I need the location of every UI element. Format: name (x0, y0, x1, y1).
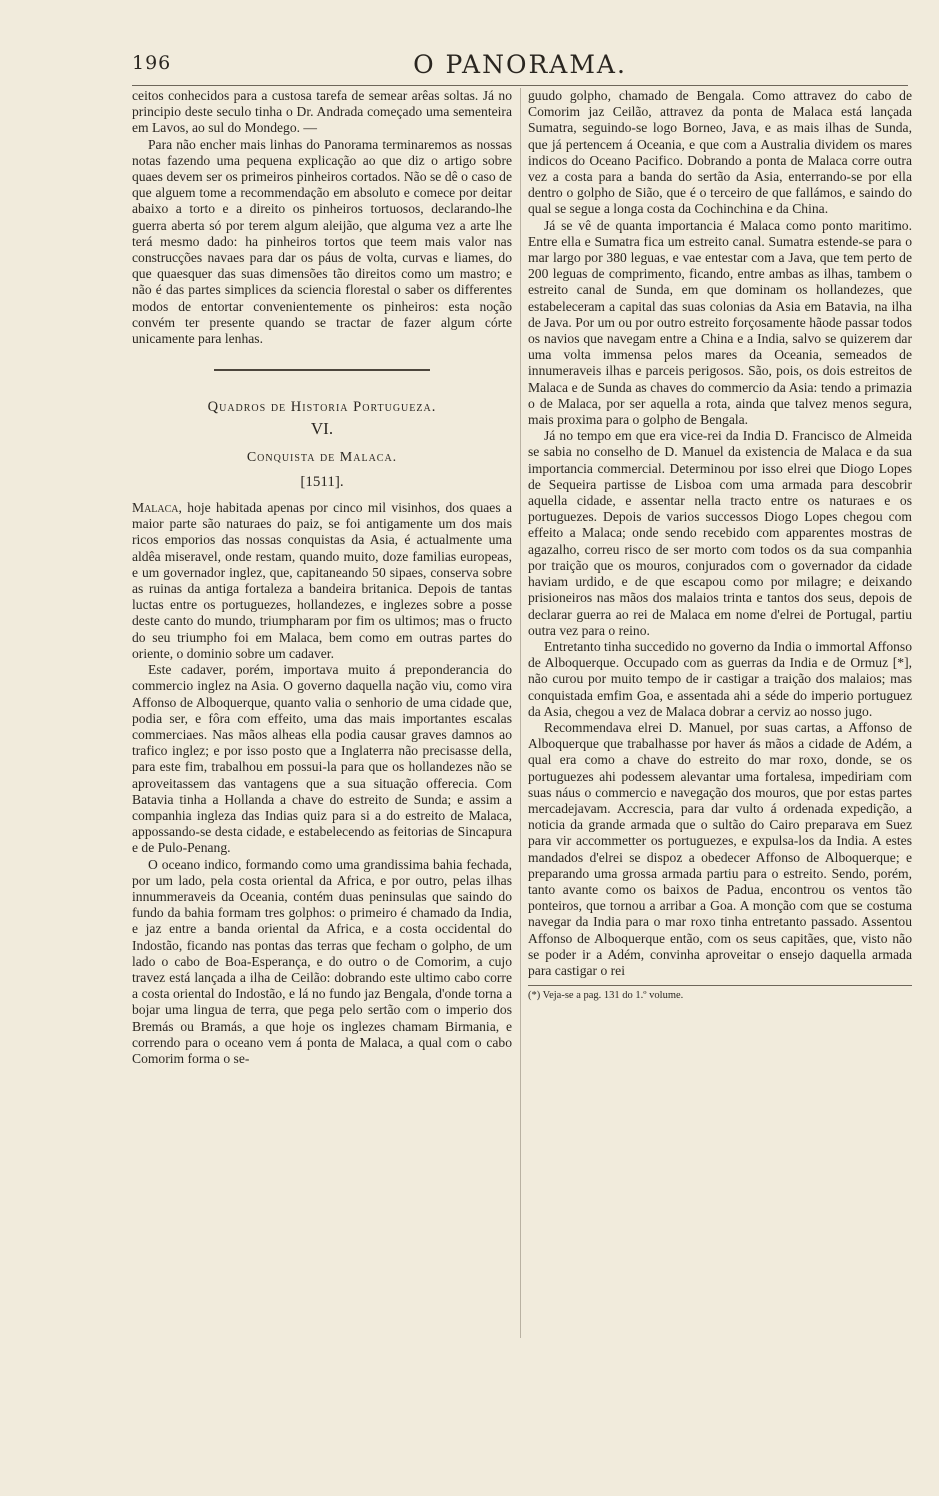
right-paragraph-3: Já no tempo em que era vice-rei da India D. Francisco de Almeida se sabia no conselho de D. Manuel da existencia de Malaca e da sua importancia commercial. Determinou por isso elrei que Diogo Lopes de Sequeira partisse de Lisboa com uma armada para descobrir aquella cidade, e assentar nella tracto entre os naturaes e os portuguezes. Depois de varios successos Diogo Lopes chegou com effeito a Malaca; onde sendo recebido com apparentes mostras de agazalho, correu risco de ser morto com todos os da sua companhia por traição que os mouros, conjurados com o governador da cidade haviam urdido, e de que escapou como por milagre; e deixando prisioneiros nas mãos dos malaios trinta e tantos dos seus, depois de declarar guerra ao rei de Malaca em nome d'elrei de Portugal, partiu outra vez para o reino. (528, 428, 912, 638)
left-column (132, 88, 512, 1067)
journal-title: O PANORAMA. (413, 50, 627, 79)
lead-word: Malaca, (132, 500, 182, 516)
section-number: VI. (310, 419, 334, 439)
section-divider (214, 369, 430, 371)
section-paragraph-1 (132, 500, 512, 662)
page-number: 196 (132, 52, 172, 74)
section-subtitle: Conquista de Malaca. (246, 449, 398, 465)
section-paragraph-2: Este cadaver, porém, importava muito á preponderancia do commercio inglez na Asia. O governo daquella nação viu, como vira Affonso de Alboquerque, quanto valia o senhorio de uma cidade que, podia ser, e fôra com effeito, uma das mais importantes escalas commerciaes. Nas mãos alheas ella podia causar graves damnos ao trafico inglez; e por isso posto que a Inglaterra não precisasse della, para este fim, trabalhou em possui-la para que os hollandezes não se aproveitassem das vantagens que a sua situação offerecia. Com Batavia tinha a Hollanda a chave do estreito de Sunda; e assim a companhia ingleza das Indias quiz para si a do estreito de Malaca, appossando-se desta cidade, e estabelecendo as feitorias de Sincapura e de Pulo-Penang. (132, 662, 512, 856)
left-paragraph-2: Para não encher mais linhas do Panorama terminaremos as nossas notas fazendo uma pequena explicação ao que diz o artigo sobre quaes devem ser os primeiros pinheiros cortados. Não se dê o caso de que alguem tome a recommendação em absoluto e comece por deitar abaixo a torto e a direito os pinheiros tortuosos, declarando-lhe guerra aberta só por terem algum aleijão, que alguma vez a arte lhe terá mesmo dado: ha pinheiros tortos que teem mais valor nas construcções navaes para dar os páus de volta, curvas e liames, do que quaesquer das suas dimensões tão direitos como um mastro; e não é das partes simplices da sciencia florestal o saber os differentes modos de entortar convenientemente os pinheiros: esta noção convém ter presente quando se tractar de fazer algum córte unicamente para lenhas. (132, 136, 512, 347)
section-paragraph-3: O oceano indico, formando como uma grandissima bahia fechada, por um lado, pela costa oriental da Africa, e por outro, pelas ilhas innummeraveis da Oceania, contém duas peninsulas que saindo do fundo da bahia formam tres golphos: o primeiro é chamado da India, e jaz entre a banda oriental da Africa, e a costa occidental do Indostão, ficando nas pontas das terras que fecham o golpho, de um lado o cabo de Boa-Esperança, e do outro o de Comorim, a cujo travez está lançada a ilha de Ceilão: dobrando este ultimo cabo corre a costa oriental do Indostão, e lá no fundo jaz Bengala, d'onde torna a bojar uma lingua de terra, que pega pelo sertão com o imperio dos Bremás ou Bramás, a que hoje os inglezes chamam Birmania, e correndo para o oceano vem á ponta de Malaca, a qual com o cabo Comorim forma o se- (132, 856, 512, 1066)
footnote-rule (528, 985, 912, 986)
column-divider (520, 88, 521, 1338)
right-paragraph-2: Já se vê de quanta importancia é Malaca como ponto maritimo. Entre ella e Sumatra fica um estreito canal. Sumatra estende-se para o mar largo por 380 leguas, e vae entestar com a Java, que tem perto de 200 leguas de comprimento, ficando, entre ambas as ilhas, tambem o estreito canal de Sunda, em que dominam os hollandezes, que estabeleceram a capital das suas colonias da Asia em Batavia, na ilha de Java. Por um ou por outro estreito forçosamente hãode passar todos os navios que navegam entre a China e a India, salvo se quizerem dar uma volta immensa pelos mares da Oceania, semeados de innumeraveis ilhas e parceis perigosos. São, pois, os dois estreitos de Malaca e de Sunda as chaves do commercio da Asia: tendo a primazia o de Malaca, por ser aquella a rota, ainda que talvez menos segura, mais proxima para o golpho de Bengala. (528, 217, 912, 428)
right-paragraph-4: Entretanto tinha succedido no governo da India o immortal Affonso de Alboquerque. Occupado com as guerras da India e de Ormuz [*], não curou por muito tempo de ir castigar a traição dos malaios; mas conquistada emfim Goa, e assentada ahi a séde do imperio portuguez da Asia, chegou a vez de Malaca dobrar a cerviz ao nosso jugo. (528, 638, 912, 719)
right-paragraph-5: Recommendava elrei D. Manuel, por suas cartas, a Affonso de Alboquerque que trabalhasse por haver ás mãos a cidade de Adém, a qual era como a chave do estreito do mar roxo, donde, se os portuguezes ahi podessem alevantar uma fortalesa, impediriam com suas náus o commercio e navegação dos mouros, que por estas partes mercadejavam. Accrescia, para dar vulto á ordenada expedição, a noticia da grande armada que o sultão do Cairo preparava em Suez para vir accommetter os portuguezes, e expulsa-los da India. A estes mandados d'elrei se dispoz a obedecer Affonso de Alboquerque; e preparando uma grossa armada partiu para o estreito. Sendo, porém, tanto avante como os baixos de Padua, encontrou os ventos tão ponteiros, que tornou a arribar a Goa. A monção com que se costuma navegar da India para o mar roxo tinha entretanto passado. Assentou Affonso de Alboquerque então, com os seus capitães, que, visto não se poder ir a Adém, convinha aproveitar o ensejo daquella armada para castigar o rei (528, 719, 912, 978)
section-paragraph-1-text: hoje habitada apenas por cinco mil visinhos, dos quaes a maior parte são naturaes do paiz, se foi antigamente um dos mais ricos emporios das nossas conquistas da Asia, é actualmente uma aldêa miseravel, onde restam, quando muito, doze familias europeas, e um governador inglez, que, capitaneando 50 sipaes, conserva sobre as ruinas da antiga fortaleza a bandeira britanica. Depois de tantas luctas entre os portuguezes, hollandezes, e inglezes sobre a posse deste canto do mundo, triumpharam por fim os ultimos; mas o fructo do seu triumpho foi em Malaca, bem como em outras partes do oriente, o dominio sobre um cadaver. (132, 500, 512, 661)
right-column (528, 88, 912, 1002)
page-header (132, 50, 908, 80)
section-title: Quadros de Historia Portugueza. (207, 399, 437, 416)
section-date: [1511]. (300, 473, 344, 490)
footnote: (*) Veja-se a pag. 131 do 1.º volume. (528, 990, 684, 1002)
right-paragraph-1: guudo golpho, chamado de Bengala. Como attravez do cabo de Comorim jaz Ceilão, attravez da ponta de Malaca está lançada Sumatra, seguindo-se logo Borneo, Java, e as mais ilhas de Sunda, que já pertencem á Oceania, e que com a Australia dividem os mares indicos do Oceano Pacifico. Dobrando a ponta de Malaca corre outra vez a costa para a banda do sertão da Asia, enterrando-se por ella dentro o golpho de Sião, que é o terceiro de que fallámos, e saindo do qual se segue a longa costa da Cochinchina e da China. (528, 88, 912, 217)
left-paragraph-1: ceitos conhecidos para a custosa tarefa de semear arêas soltas. Já no principio deste seculo tinha o Dr. Andrada começado uma sementeira em Lavos, ao sul do Mondego. — (132, 88, 512, 136)
header-rule (132, 85, 908, 86)
